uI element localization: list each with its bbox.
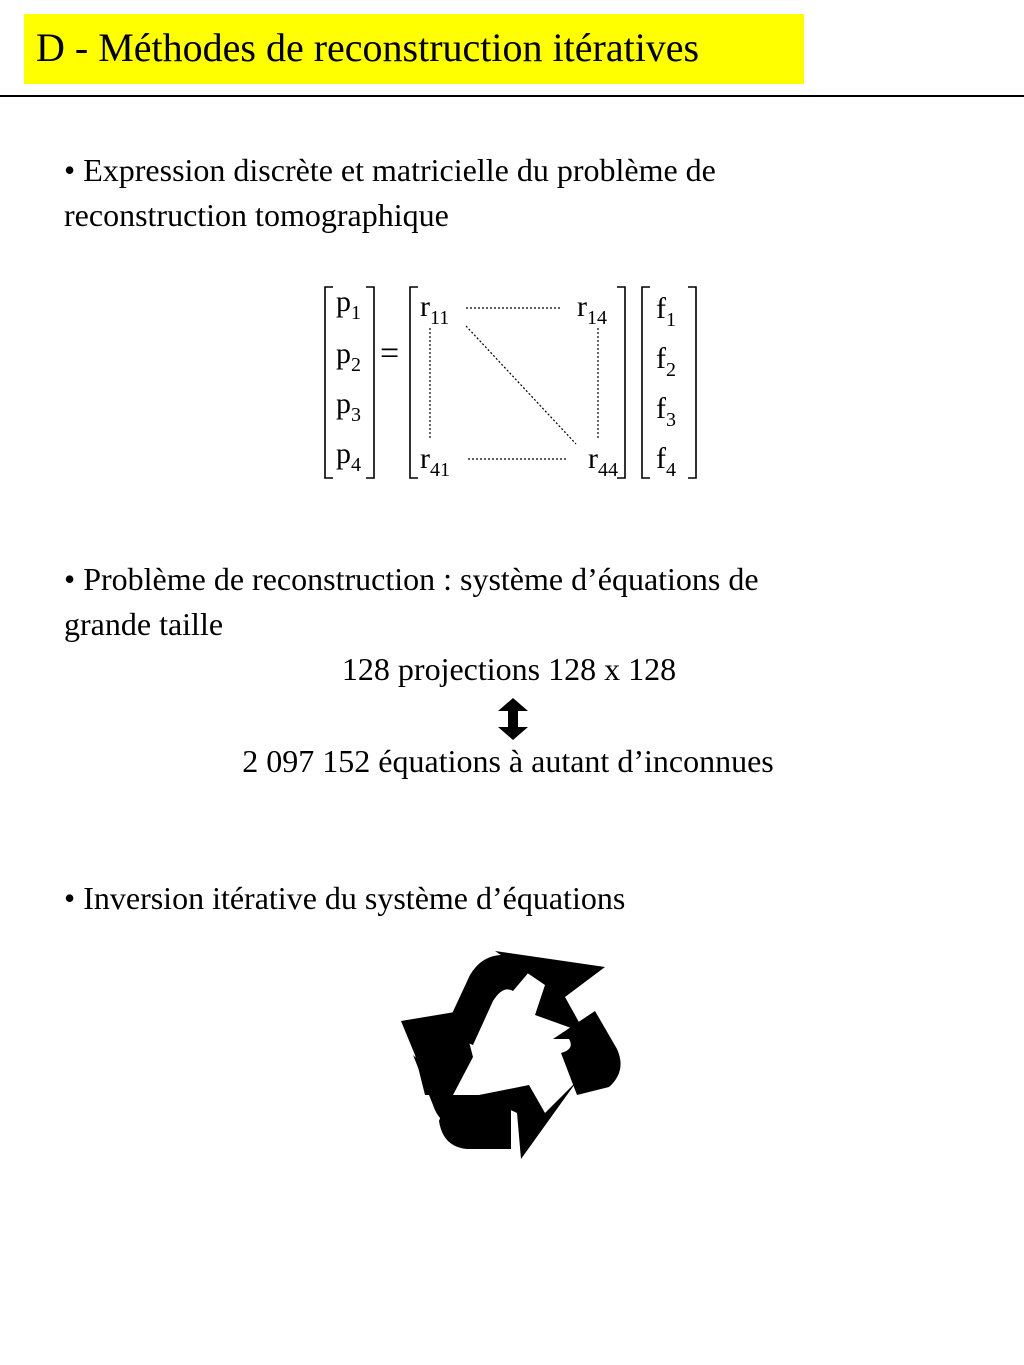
matrix-brackets <box>0 0 1024 500</box>
bullet-inversion: • Inversion itérative du système d’équations <box>64 880 626 916</box>
f-entry-2: $f_2$ <box>656 342 676 381</box>
double-arrow-icon <box>493 697 533 741</box>
r-entry-top-left: $r_{11}$ <box>420 290 450 329</box>
matrix-dotted-lines <box>430 308 598 459</box>
p-entry-2: $p_2$ <box>336 337 361 376</box>
r-entry-top-right: $r_{14}$ <box>577 290 607 329</box>
bullet-expression-line1: • Expression discrète et matricielle du problème de <box>64 152 716 188</box>
equations-line: 2 097 152 équations à autant d’inconnues <box>242 743 774 779</box>
f-entry-3: $f_3$ <box>656 392 676 431</box>
bullet-problem-line1: • Problème de reconstruction : système d’équations de <box>64 561 759 597</box>
p-entry-1: $p_1$ <box>336 285 361 324</box>
equals-sign: = <box>380 335 400 372</box>
projections-line: 128 projections 128 x 128 <box>341 651 677 687</box>
bullet-expression-line2: reconstruction tomographique <box>64 197 449 233</box>
f-entry-1: $f_1$ <box>656 292 676 331</box>
bullet-problem-line2: grande taille <box>64 606 224 642</box>
r-entry-bottom-left: $r_{41}$ <box>420 442 450 481</box>
p-entry-3: $p_3$ <box>336 387 361 426</box>
page-title: D - Méthodes de reconstruction itératives <box>36 25 700 70</box>
f-entry-4: $f_4$ <box>656 442 676 481</box>
p-entry-4: $p_4$ <box>336 437 361 476</box>
r-entry-bottom-right: $r_{44}$ <box>588 442 618 481</box>
recycle-icon <box>395 945 635 1175</box>
